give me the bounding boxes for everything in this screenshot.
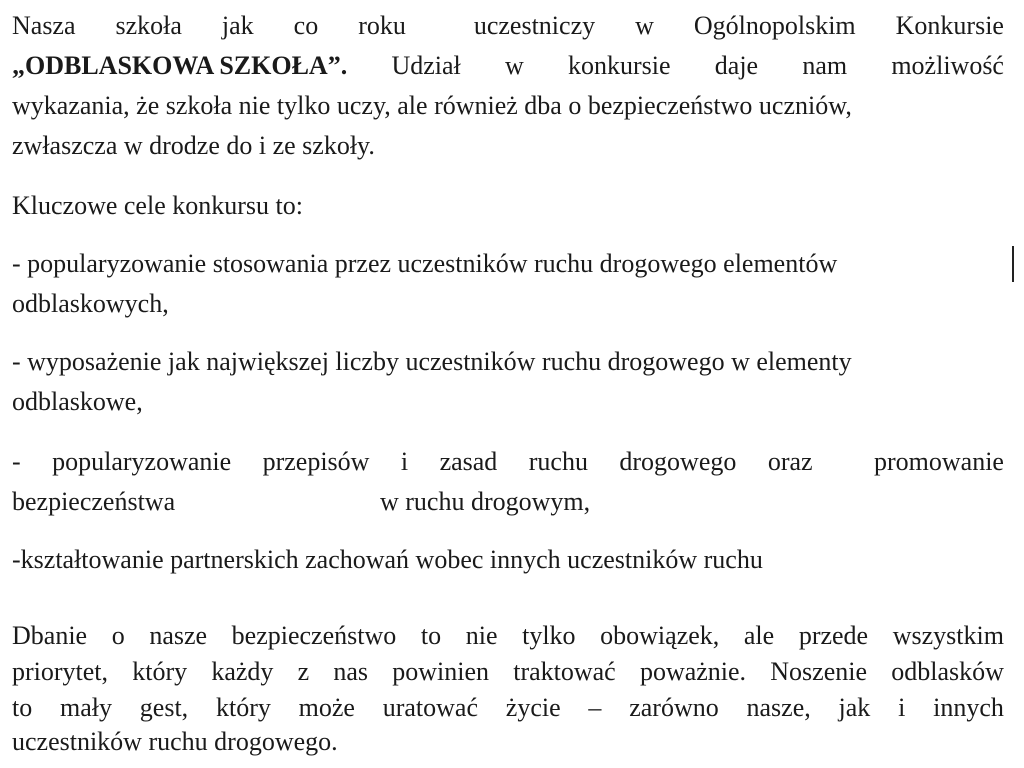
word: obowiązek, [600, 621, 720, 650]
word: to [420, 621, 442, 650]
goal-3-line-1 [12, 444, 1004, 480]
word: mały [60, 693, 113, 722]
intro-line-1 [12, 8, 1004, 44]
word: drogowego [619, 447, 737, 476]
word: gest, [139, 693, 189, 722]
text-cursor [1012, 246, 1014, 282]
word: przede [798, 621, 869, 650]
word: wszystkim [892, 621, 1004, 650]
intro-line-4: zwłaszcza w drodze do i ze szkoły. [12, 131, 375, 160]
word: możliwość [891, 51, 1004, 80]
word: nie [465, 621, 498, 650]
word: przepisów [262, 447, 370, 476]
goals-heading: Kluczowe cele konkursu to: [12, 191, 303, 220]
word: promowanie [874, 447, 1004, 476]
word: życie [505, 693, 561, 722]
word: konkursie [568, 51, 671, 80]
intro-line-3: wykazania, że szkoła nie tylko uczy, ale również dba o bezpieczeństwo uczniów, [12, 91, 852, 120]
word: co [293, 11, 319, 40]
word: – [588, 693, 602, 722]
word: Konkursie [895, 11, 1004, 40]
word: Noszenie [770, 657, 868, 686]
closing-line-3 [12, 690, 1004, 726]
word: oraz [767, 447, 813, 476]
word: z [297, 657, 310, 686]
word: priorytet, [12, 657, 109, 686]
word: popularyzowanie [52, 447, 232, 476]
word: o [111, 621, 125, 650]
word: Dbanie [12, 621, 88, 650]
goal-2-line-2: odblaskowe, [12, 387, 143, 416]
goal-1-line-2: odblaskowych, [12, 289, 169, 318]
word: Udział [391, 51, 461, 80]
word: w [635, 11, 654, 40]
goal-1-line-1: - popularyzowanie stosowania przez uczestników ruchu drogowego elementów [12, 249, 838, 278]
word: roku [358, 11, 406, 40]
intro-line-2 [12, 48, 1004, 84]
word: bezpieczeństwo [231, 621, 397, 650]
word: ale [743, 621, 775, 650]
closing-line-1 [12, 618, 1004, 654]
word: bezpieczeństwa [12, 487, 176, 516]
word: ruchu [528, 447, 588, 476]
word: szkoła [115, 11, 182, 40]
word: Ogólnopolskim [693, 11, 856, 40]
word: traktować [513, 657, 616, 686]
word: uratować [382, 693, 479, 722]
word: tylko [522, 621, 576, 650]
word: daje [714, 51, 759, 80]
word: uczestniczy [473, 11, 596, 40]
word: zarówno [629, 693, 719, 722]
phrase: w ruchu drogowym, [380, 487, 591, 516]
word: i [898, 693, 906, 722]
word: i [400, 447, 409, 476]
word: to [12, 693, 33, 722]
word: jak [221, 11, 254, 40]
word: nam [802, 51, 848, 80]
word: jak [838, 693, 871, 722]
word: w [504, 51, 524, 80]
goal-3-line-2 [12, 484, 1004, 520]
closing-line-4: uczestników ruchu drogowego. [12, 727, 338, 756]
word: może [298, 693, 355, 722]
word: Nasza [12, 11, 76, 40]
closing-line-2 [12, 654, 1004, 690]
contest-name: „ODBLASKOWA SZKOŁA”. [12, 51, 348, 80]
word: zasad [439, 447, 498, 476]
word: - [12, 447, 21, 476]
word: odblasków [891, 657, 1004, 686]
goal-4-line-1: -kształtowanie partnerskich zachowań wobec innych uczestników ruchu [12, 545, 763, 574]
goal-2-line-1: - wyposażenie jak największej liczby uczestników ruchu drogowego w elementy [12, 347, 852, 376]
word: nasze, [746, 693, 811, 722]
word: który [132, 657, 188, 686]
word: który [215, 693, 271, 722]
word: poważnie. [639, 657, 747, 686]
word: każdy [211, 657, 274, 686]
word: powinien [392, 657, 490, 686]
word: nasze [149, 621, 208, 650]
word: innych [933, 693, 1004, 722]
word: nas [333, 657, 369, 686]
